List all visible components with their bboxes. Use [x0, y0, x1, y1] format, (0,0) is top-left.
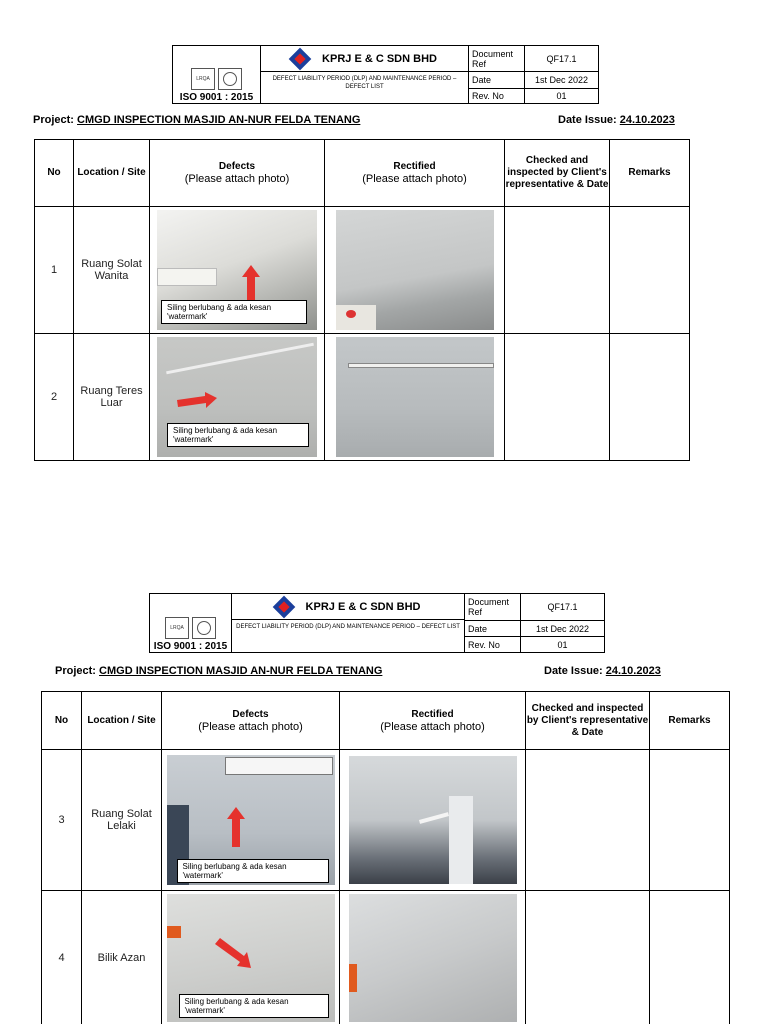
rev-label: Rev. No: [465, 637, 521, 653]
red-arrow-icon: [242, 265, 260, 301]
table-row: [42, 891, 730, 1024]
iso-label: ISO 9001 : 2015: [179, 92, 254, 103]
table-row: [42, 750, 730, 891]
form-subtitle: DEFECT LIABILITY PERIOD (DLP) AND MAINTENANCE PERIOD – DEFECT LIST: [272, 76, 457, 90]
date-issue-value: 24.10.2023: [619, 114, 675, 126]
checked-cell: [505, 207, 610, 334]
defect-caption: Siling berlubang & ada kesan 'watermark': [179, 994, 329, 1018]
dsm-logo: [218, 68, 242, 90]
defect-photo: [157, 210, 317, 330]
defect-photo: [167, 755, 335, 885]
defect-caption: Siling berlubang & ada kesan 'watermark': [177, 859, 329, 883]
project-line: [33, 114, 360, 126]
table-row: [35, 207, 690, 334]
doc-ref-value: QF17.1: [525, 46, 599, 72]
col-no: No: [35, 140, 74, 207]
lrqa-logo: LRQA: [191, 68, 215, 90]
table-row: [35, 334, 690, 461]
row-location: Ruang Solat Wanita: [74, 207, 150, 334]
dsm-logo: [192, 617, 216, 639]
date-value: 1st Dec 2022: [525, 72, 599, 88]
rev-value: 01: [525, 88, 599, 103]
col-defects: Defects (Please attach photo): [150, 140, 325, 207]
company-logo-icon: [272, 595, 295, 618]
red-arrow-icon: [177, 392, 217, 412]
checked-cell: [526, 750, 650, 891]
company-name: KPRJ E & C SDN BHD: [322, 52, 437, 65]
date-issue: [558, 114, 675, 126]
defect-photo: [167, 894, 335, 1022]
defect-caption: Siling berlubang & ada kesan 'watermark': [161, 300, 307, 324]
rectified-photo: [336, 337, 494, 457]
certification-logos: [173, 46, 261, 104]
certification-logos: [150, 594, 232, 653]
remarks-cell: [650, 891, 730, 1024]
remarks-cell: [650, 750, 730, 891]
rectified-photo: [349, 894, 517, 1022]
row-no: 3: [42, 750, 82, 891]
defect-photo: [157, 337, 317, 457]
company-name: KPRJ E & C SDN BHD: [305, 600, 421, 613]
rev-label: Rev. No: [469, 88, 525, 103]
remarks-cell: [610, 207, 690, 334]
red-arrow-icon: [227, 807, 245, 847]
col-rectified: Rectified (Please attach photo): [340, 692, 526, 750]
company-block: [232, 594, 465, 653]
defect-caption: Siling berlubang & ada kesan 'watermark': [167, 423, 309, 447]
checked-cell: [526, 891, 650, 1024]
rectified-photo: [336, 210, 494, 330]
form-subtitle: DEFECT LIABILITY PERIOD (DLP) AND MAINTENANCE PERIOD – DEFECT LIST: [236, 624, 460, 630]
row-no: 1: [35, 207, 74, 334]
project-name: CMGD INSPECTION MASJID AN-NUR FELDA TENANG: [99, 665, 383, 677]
defect-table: [41, 691, 730, 1024]
col-checked: Checked and inspected by Client's representative & Date: [526, 692, 650, 750]
project-line: [55, 665, 382, 677]
doc-ref-label: Document Ref: [469, 46, 525, 72]
defect-photo-cell: [150, 207, 325, 334]
col-checked: Checked and inspected by Client's representative & Date: [505, 140, 610, 207]
defect-table: [34, 139, 690, 461]
rectified-photo-cell: [340, 891, 526, 1024]
col-location: Location / Site: [74, 140, 150, 207]
project-name: CMGD INSPECTION MASJID AN-NUR FELDA TENANG: [77, 114, 361, 126]
table-header-row: [42, 692, 730, 750]
doc-ref-label: Document Ref: [465, 594, 521, 621]
project-label: Project:: [33, 114, 74, 126]
iso-label: ISO 9001 : 2015: [153, 641, 228, 652]
row-location: Ruang Solat Lelaki: [82, 750, 162, 891]
date-issue-label: Date Issue:: [558, 114, 617, 126]
document-header: [149, 593, 605, 653]
date-label: Date: [465, 620, 521, 637]
rectified-photo-cell: [325, 207, 505, 334]
row-location: Ruang Teres Luar: [74, 334, 150, 461]
red-arrow-icon: [213, 938, 251, 970]
defect-photo-cell: [150, 334, 325, 461]
checked-cell: [505, 334, 610, 461]
row-no: 4: [42, 891, 82, 1024]
defect-photo-cell: [162, 750, 340, 891]
doc-ref-value: QF17.1: [521, 594, 605, 621]
company-logo-icon: [289, 47, 312, 70]
rectified-photo: [349, 756, 517, 884]
project-label: Project:: [55, 665, 96, 677]
lrqa-logo: LRQA: [165, 617, 189, 639]
document-header: [172, 45, 599, 104]
col-remarks: Remarks: [610, 140, 690, 207]
row-no: 2: [35, 334, 74, 461]
col-location: Location / Site: [82, 692, 162, 750]
defect-photo-cell: [162, 891, 340, 1024]
rev-value: 01: [521, 637, 605, 653]
row-location: Bilik Azan: [82, 891, 162, 1024]
date-value: 1st Dec 2022: [521, 620, 605, 637]
rectified-photo-cell: [325, 334, 505, 461]
date-issue-value: 24.10.2023: [605, 665, 661, 677]
col-remarks: Remarks: [650, 692, 730, 750]
company-block: [261, 46, 469, 104]
table-header-row: [35, 140, 690, 207]
col-no: No: [42, 692, 82, 750]
date-issue-label: Date Issue:: [544, 665, 603, 677]
remarks-cell: [610, 334, 690, 461]
col-rectified: Rectified (Please attach photo): [325, 140, 505, 207]
date-label: Date: [469, 72, 525, 88]
date-issue: [544, 665, 661, 677]
col-defects: Defects (Please attach photo): [162, 692, 340, 750]
rectified-photo-cell: [340, 750, 526, 891]
